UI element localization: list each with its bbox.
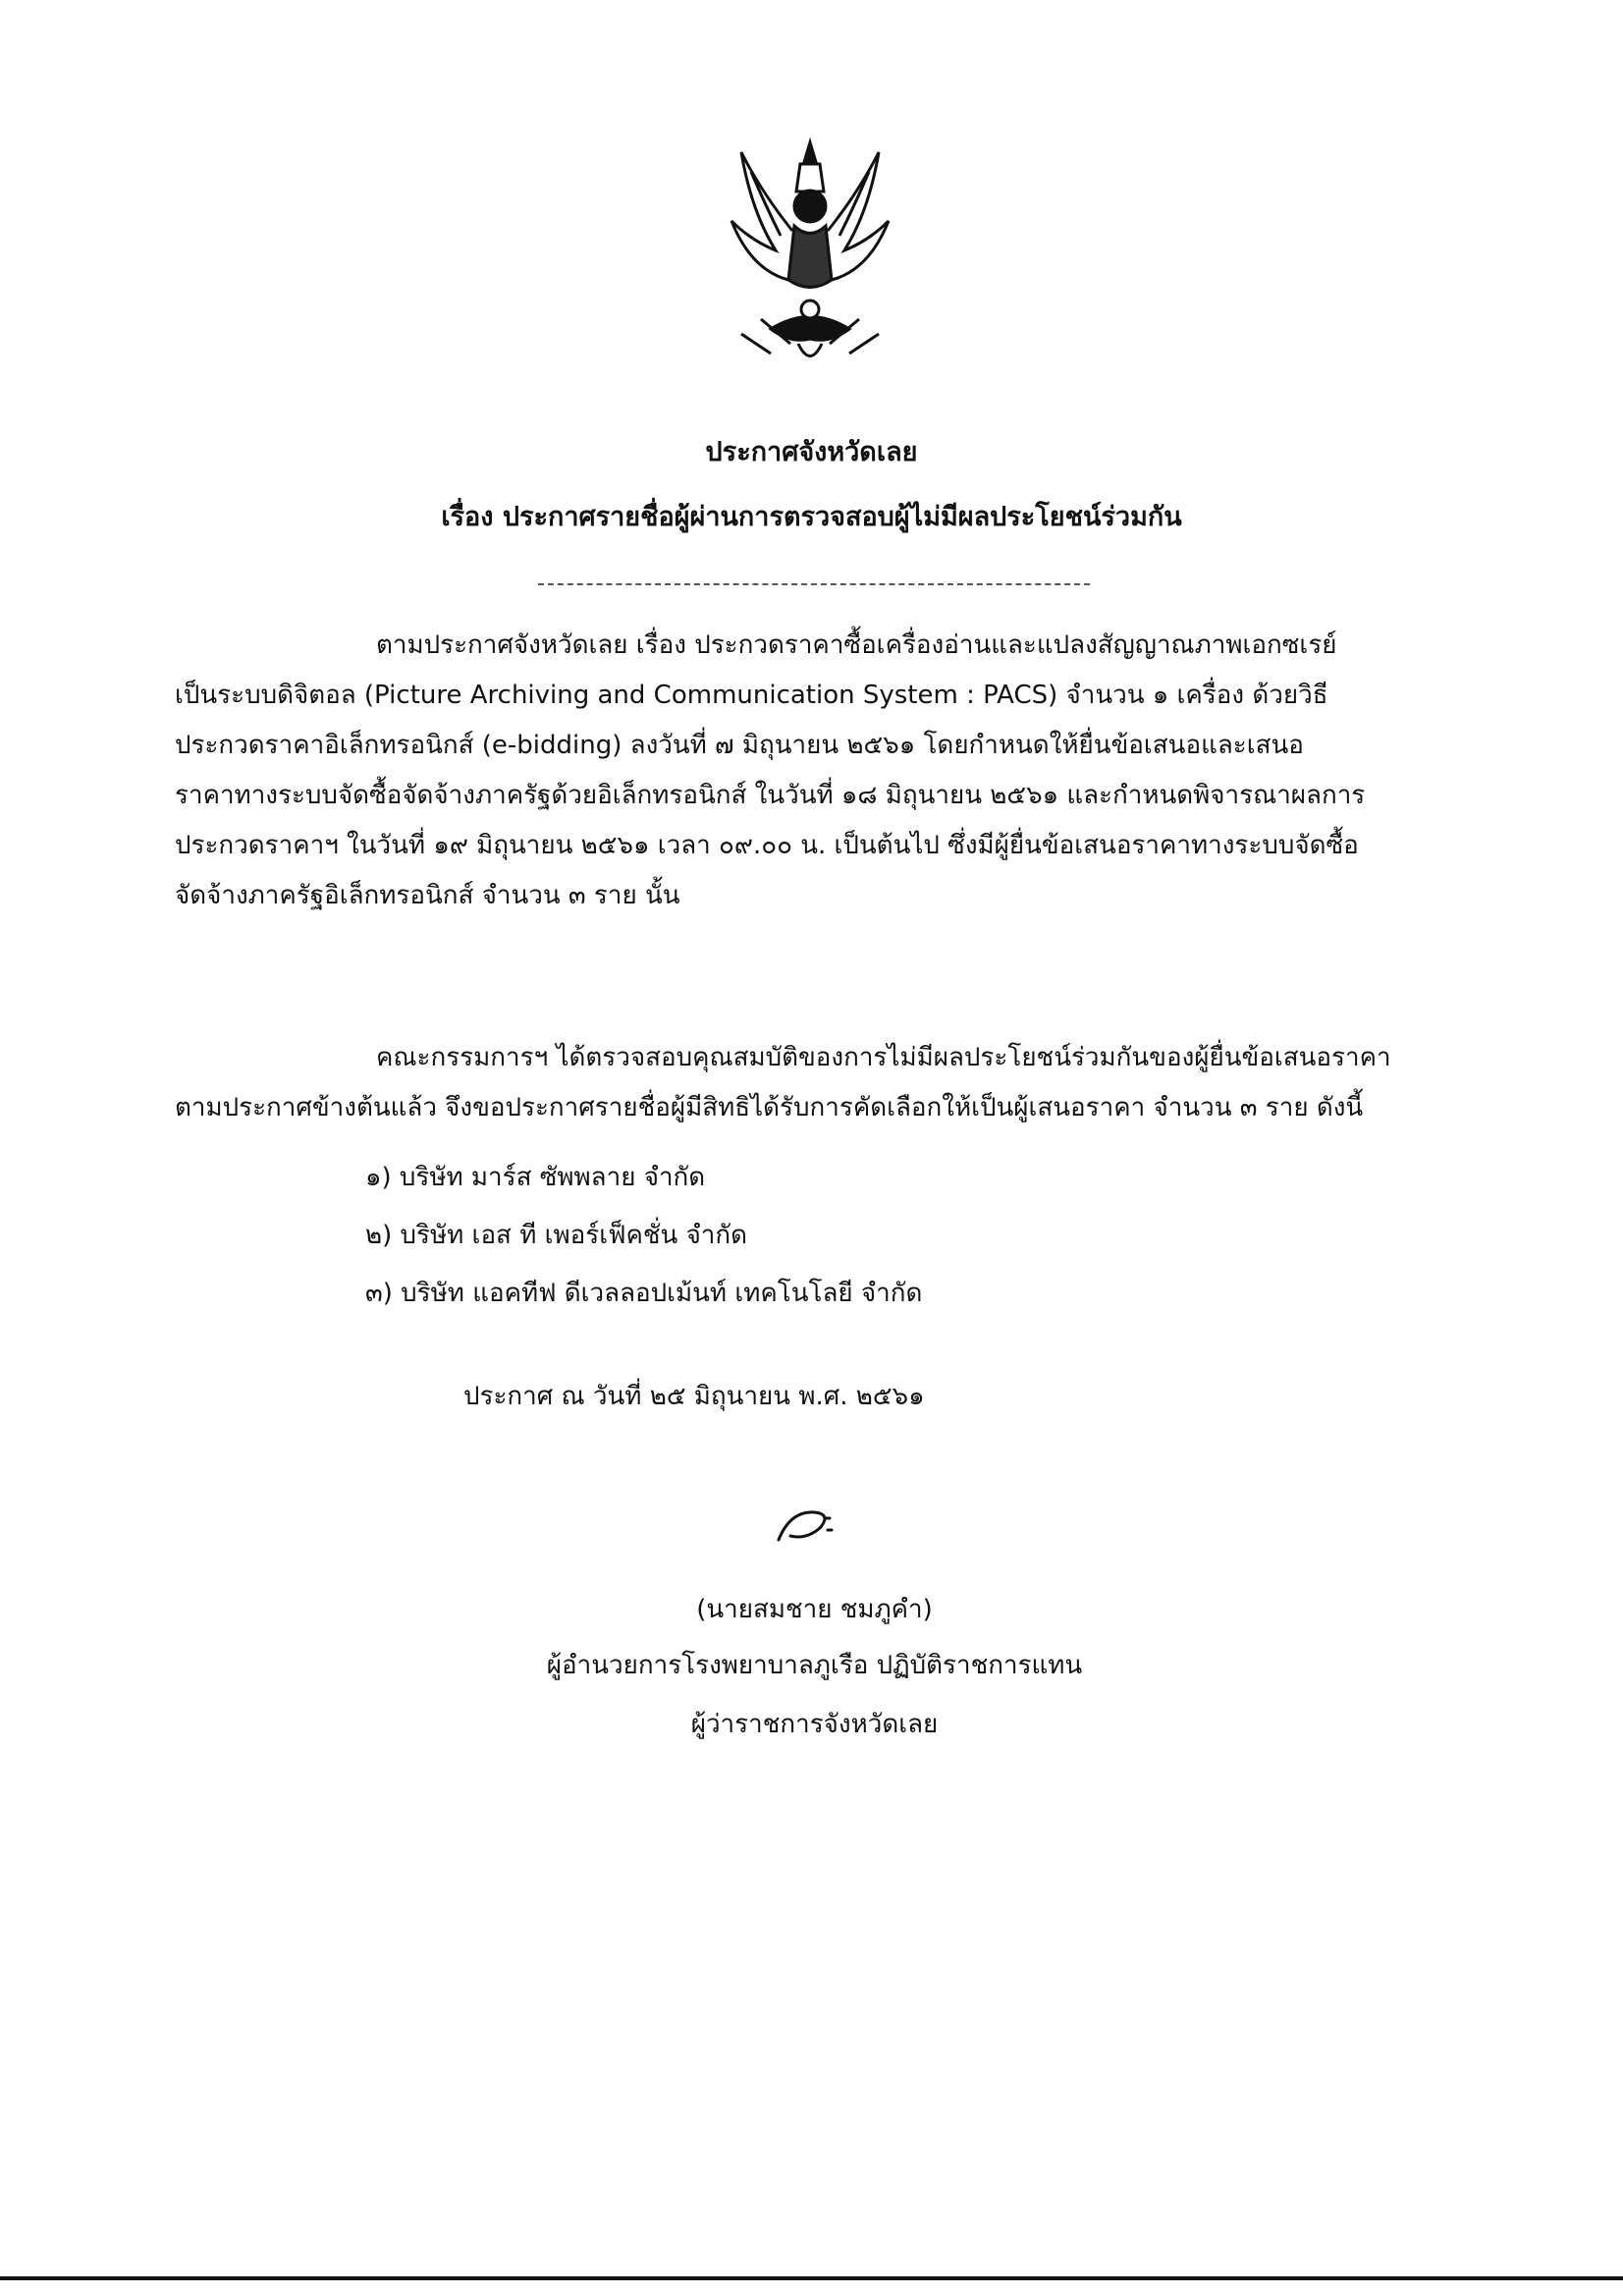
paragraph-line: ประกวดราคาอิเล็กทรอนิกส์ (e-bidding) ลงวันที่ ๗ มิถุนายน ๒๕๖๑ โดยกำหนดให้ยื่นข้อเสนอและเสนอ [175,731,1304,760]
signer-authority: ผู้ว่าราชการจังหวัดเลย [690,1710,939,1739]
list-item: ๓) บริษัท แอคทีฟ ดีเวลลอปเม้นท์ เทคโนโลยี จำกัด [365,1279,923,1308]
paragraph-line: เป็นระบบดิจิตอล (Picture Archiving and Communication System : PACS) จำนวน ๑ เครื่อง ด้วยวิธี [175,681,1328,710]
announcement-title: ประกาศจังหวัดเลย [705,437,918,467]
signer-position: ผู้อำนวยการโรงพยาบาลภูเรือ ปฏิบัติราชการแทน [546,1651,1083,1680]
announcement-subject: เรื่อง ประกาศรายชื่อผู้ผ่านการตรวจสอบผู้ไม่มีผลประโยชน์ร่วมกัน [441,502,1182,532]
garuda-emblem [722,133,898,373]
paragraph-line: ประกวดราคาฯ ในวันที่ ๑๙ มิถุนายน ๒๕๖๑ เวลา ๐๙.๐๐ น. เป็นต้นไป ซึ่งมีผู้ยื่นข้อเสนอราคาทางระบบจัดซื้อ [175,831,1359,860]
paragraph-line: ตามประกาศจังหวัดเลย เรื่อง ประกวดราคาซื้อเครื่องอ่านและแปลงสัญญาณภาพเอกซเรย์ [376,630,1337,660]
paragraph-line: ราคาทางระบบจัดซื้อจัดจ้างภาครัฐด้วยอิเล็กทรอนิกส์ ในวันที่ ๑๘ มิถุนายน ๒๕๖๑ และกำหนดพิจารณาผลการ [175,781,1366,810]
paragraph-line: ตามประกาศข้างต้นแล้ว จึงขอประกาศรายชื่อผู้มีสิทธิได้รับการคัดเลือกให้เป็นผู้เสนอราคา จำนวน ๓ ราย ดังนี้ [175,1093,1364,1122]
list-item: ๑) บริษัท มาร์ส ซัพพลาย จำกัด [365,1163,706,1192]
scan-edge-line [0,2276,1623,2280]
company-list [365,1149,922,1323]
signature-mark [771,1501,849,1550]
paragraph-2 [175,1033,1451,1133]
signer-name: (นายสมชาย ชมภูคำ) [696,1595,933,1624]
paragraph-1 [175,621,1451,921]
announcement-date: ประกาศ ณ วันที่ ๒๕ มิถุนายน พ.ศ. ๒๕๖๑ [463,1382,925,1411]
paragraph-line: คณะกรรมการฯ ได้ตรวจสอบคุณสมบัติของการไม่มีผลประโยชน์ร่วมกันของผู้ยื่นข้อเสนอราคา [376,1043,1391,1072]
list-item: ๒) บริษัท เอส ที เพอร์เฟ็คชั่น จำกัด [365,1221,748,1250]
dashed-divider [538,583,1090,585]
paragraph-line: จัดจ้างภาครัฐอิเล็กทรอนิกส์ จำนวน ๓ ราย นั้น [175,881,680,910]
